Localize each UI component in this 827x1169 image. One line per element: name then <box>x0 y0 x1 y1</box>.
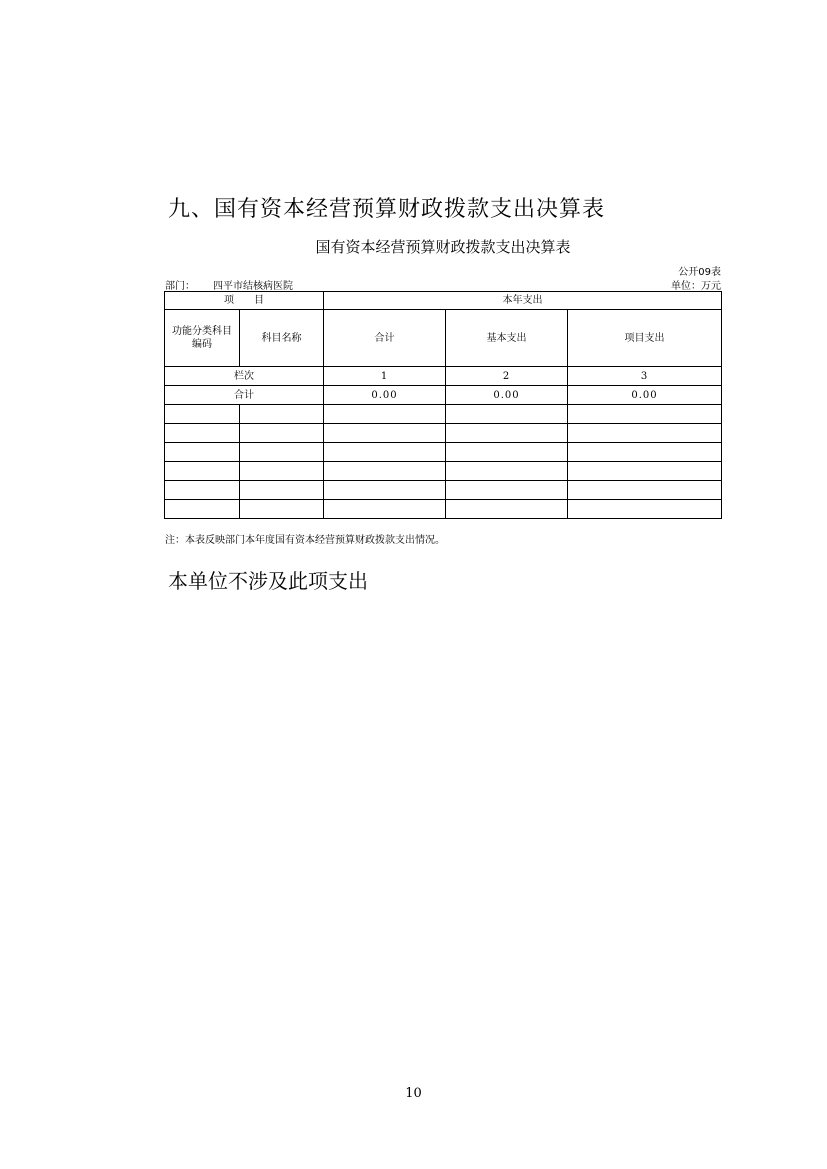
page-number: 10 <box>405 1086 422 1101</box>
table-row <box>165 443 722 462</box>
empty-cell <box>240 481 324 500</box>
row-total-label: 合计 <box>165 386 324 405</box>
col-subject-name: 科目名称 <box>240 310 324 367</box>
empty-cell <box>568 443 722 462</box>
empty-cell <box>240 443 324 462</box>
empty-cell <box>165 424 240 443</box>
total-value-sum: 0.00 <box>324 386 446 405</box>
col-func-code-label: 功能分类科目编码 <box>172 326 232 350</box>
table-row <box>165 481 722 500</box>
department-line <box>165 277 293 292</box>
unit-label: 单位：万元 <box>671 281 721 292</box>
section-heading: 九、国有资本经营预算财政拨款支出决算表 <box>168 197 606 222</box>
header-item: 项 目 <box>165 292 324 310</box>
empty-cell <box>568 405 722 424</box>
table-row <box>165 462 722 481</box>
empty-cell <box>446 405 568 424</box>
expenditure-table <box>164 291 722 519</box>
empty-cell <box>446 500 568 519</box>
empty-cell <box>324 424 446 443</box>
table-subheader-row <box>165 310 722 367</box>
row-column-no-label: 栏次 <box>165 367 324 386</box>
empty-cell <box>568 481 722 500</box>
table-row <box>165 405 722 424</box>
empty-cell <box>165 405 240 424</box>
col-basic: 基本支出 <box>446 310 568 367</box>
table-row-column-numbers <box>165 367 722 386</box>
empty-cell <box>165 462 240 481</box>
column-number-3: 3 <box>568 367 722 386</box>
empty-cell <box>446 424 568 443</box>
empty-cell <box>324 462 446 481</box>
table-row-total <box>165 386 722 405</box>
empty-cell <box>568 500 722 519</box>
empty-cell <box>446 462 568 481</box>
total-value-basic: 0.00 <box>446 386 568 405</box>
not-applicable-statement: 本单位不涉及此项支出 <box>168 569 368 593</box>
table-title: 国有资本经营预算财政拨款支出决算表 <box>315 238 571 256</box>
empty-cell <box>240 405 324 424</box>
empty-cell <box>568 462 722 481</box>
empty-cell <box>324 405 446 424</box>
empty-cell <box>446 481 568 500</box>
empty-cell <box>324 443 446 462</box>
col-project: 项目支出 <box>568 310 722 367</box>
empty-cell <box>324 481 446 500</box>
empty-cell <box>324 500 446 519</box>
empty-cell <box>165 481 240 500</box>
column-number-1: 1 <box>324 367 446 386</box>
empty-cell <box>165 443 240 462</box>
col-func-code <box>165 310 240 367</box>
table-header-row <box>165 292 722 310</box>
empty-cell <box>240 424 324 443</box>
empty-cell <box>240 462 324 481</box>
form-number: 公开09表 <box>678 267 721 278</box>
total-value-project: 0.00 <box>568 386 722 405</box>
empty-cell <box>240 500 324 519</box>
col-total: 合计 <box>324 310 446 367</box>
empty-cell <box>446 443 568 462</box>
empty-cell <box>165 500 240 519</box>
table-row <box>165 424 722 443</box>
header-current-year: 本年支出 <box>324 292 722 310</box>
table-row <box>165 500 722 519</box>
column-number-2: 2 <box>446 367 568 386</box>
empty-cell <box>568 424 722 443</box>
table-note: 注：本表反映部门本年度国有资本经营预算财政拨款支出情况。 <box>165 535 445 546</box>
department-value: 四平市结核病医院 <box>213 281 293 292</box>
department-label: 部门： <box>165 281 195 292</box>
